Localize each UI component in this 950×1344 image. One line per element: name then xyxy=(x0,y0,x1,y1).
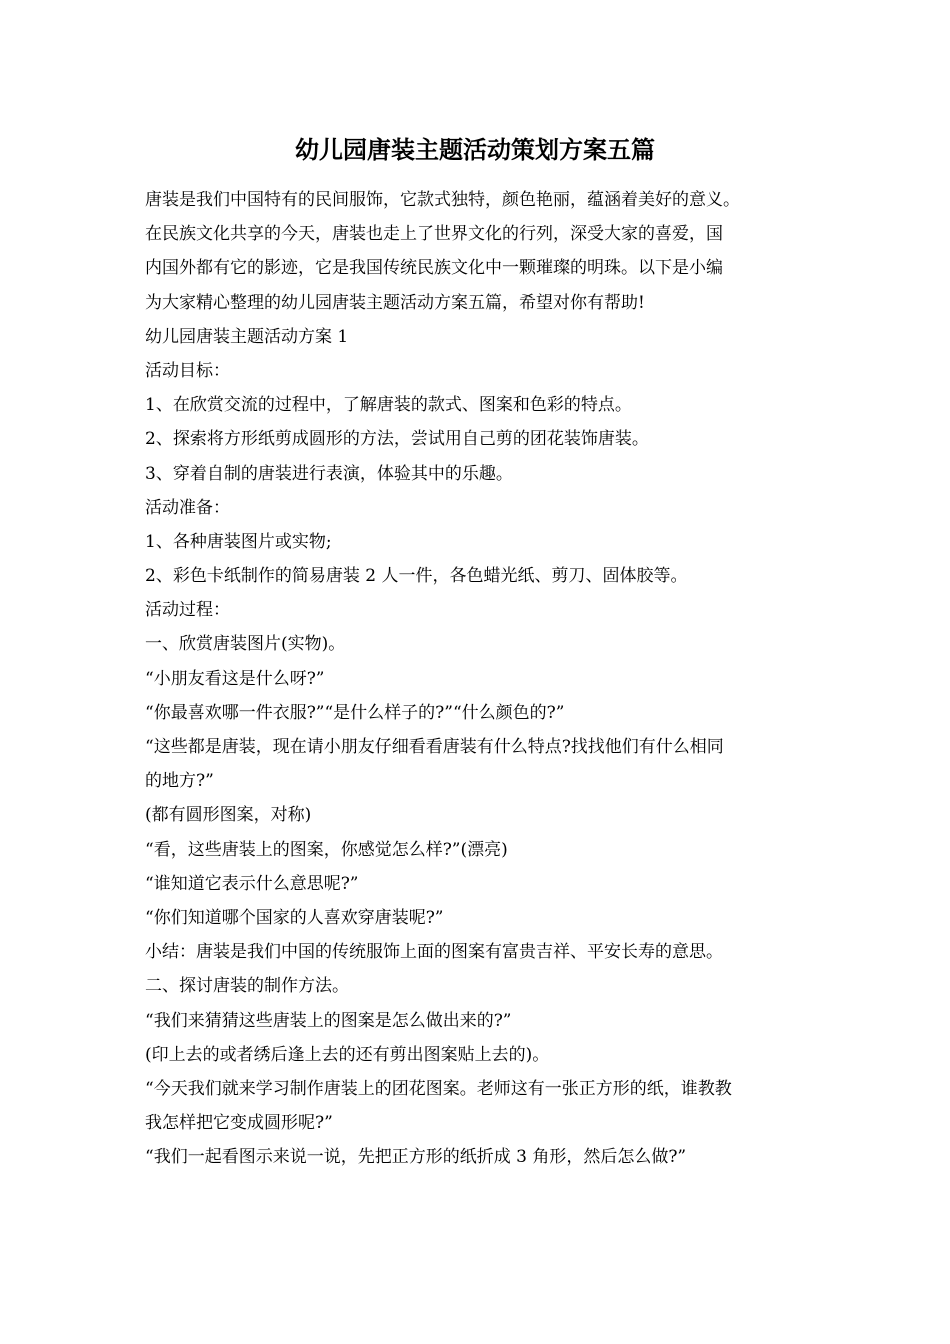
step-heading: 一、欣赏唐装图片(实物)。 xyxy=(145,634,346,655)
paragraph-line: 在民族文化共享的今天，唐装也走上了世界文化的行列，深受大家的喜爱，国 xyxy=(145,224,723,245)
dialogue-line: 我怎样把它变成圆形呢?” xyxy=(145,1113,333,1134)
list-item: 3、穿着自制的唐装进行表演，体验其中的乐趣。 xyxy=(145,463,513,484)
dialogue-line: “小朋友看这是什么呀?” xyxy=(145,668,325,689)
paragraph-line: 内国外都有它的影迹，它是我国传统民族文化中一颗璀璨的明珠。以下是小编 xyxy=(145,258,723,279)
paragraph-line: (印上去的或者绣后逢上去的还有剪出图案贴上去的)。 xyxy=(145,1044,550,1065)
list-item: 2、彩色卡纸制作的简易唐装 2 人一件，各色蜡光纸、剪刀、固体胶等。 xyxy=(145,566,688,587)
document-body xyxy=(145,183,825,1174)
section-heading: 幼儿园唐装主题活动方案 1 xyxy=(145,326,349,347)
paragraph-line: 唐装是我们中国特有的民间服饰，它款式独特，颜色艳丽，蕴涵着美好的意义。 xyxy=(145,190,740,210)
dialogue-line: “看，这些唐装上的图案，你感觉怎么样?”(漂亮) xyxy=(145,839,508,860)
paragraph-line: (都有圆形图案，对称) xyxy=(145,805,312,826)
dialogue-line: “我们来猜猜这些唐装上的图案是怎么做出来的?” xyxy=(145,1010,512,1031)
summary-line: 小结：唐装是我们中国的传统服饰上面的图案有富贵吉祥、平安长寿的意思。 xyxy=(145,942,723,963)
subsection-heading: 活动过程： xyxy=(145,600,230,621)
dialogue-line: “你们知道哪个国家的人喜欢穿唐装呢?” xyxy=(145,907,444,928)
paragraph-line: 为大家精心整理的幼儿园唐装主题活动方案五篇，希望对你有帮助! xyxy=(145,292,645,313)
dialogue-line: “我们一起看图示来说一说，先把正方形的纸折成 3 角形，然后怎么做?” xyxy=(145,1147,687,1168)
subsection-heading: 活动准备： xyxy=(145,497,230,518)
list-item: 2、探索将方形纸剪成圆形的方法，尝试用自己剪的团花装饰唐装。 xyxy=(145,429,649,450)
dialogue-line: “你最喜欢哪一件衣服?”“是什么样子的?”“什么颜色的?” xyxy=(145,702,565,723)
dialogue-line: 的地方?” xyxy=(145,771,214,792)
list-item: 1、各种唐装图片或实物; xyxy=(145,531,332,552)
list-item: 1、在欣赏交流的过程中，了解唐装的款式、图案和色彩的特点。 xyxy=(145,395,632,416)
step-heading: 二、探讨唐装的制作方法。 xyxy=(145,976,349,997)
dialogue-line: “谁知道它表示什么意思呢?” xyxy=(145,873,359,894)
subsection-heading: 活动目标： xyxy=(145,360,230,381)
dialogue-line: “今天我们就来学习制作唐装上的团花图案。老师这有一张正方形的纸，谁教教 xyxy=(145,1078,732,1099)
document-title: 幼儿园唐装主题活动策划方案五篇 xyxy=(295,135,655,164)
dialogue-line: “这些都是唐装，现在请小朋友仔细看看唐装有什么特点?找找他们有什么相同 xyxy=(145,737,724,757)
